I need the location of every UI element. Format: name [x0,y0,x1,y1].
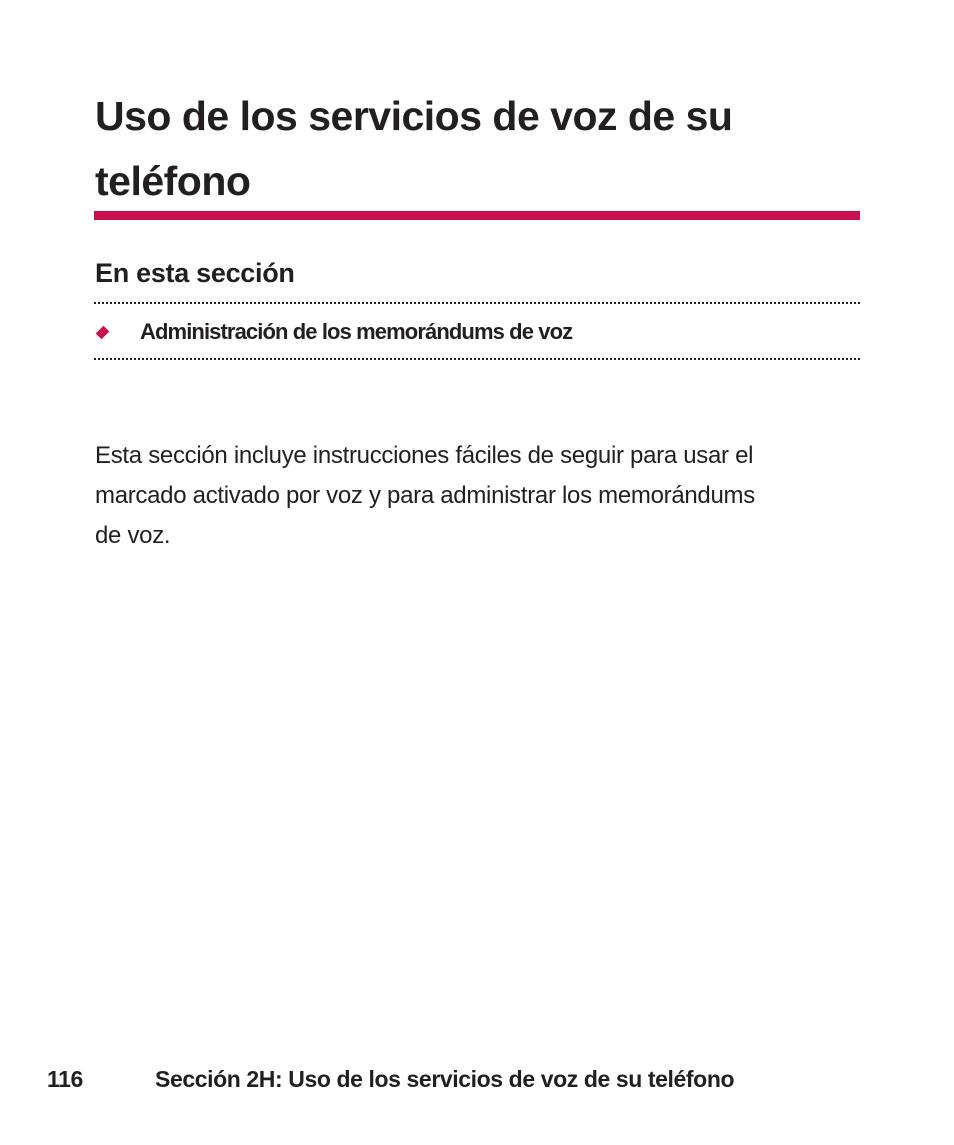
section-heading: En esta sección [95,258,295,288]
toc-item[interactable] [94,315,572,349]
intro-paragraph: Esta sección incluye instrucciones fáciles de seguir para usar el marcado activado por voz y para administrar los memorándums de voz. [95,442,755,549]
page-title: Uso de los servicios de voz de su teléfono [95,93,733,204]
dotted-rule-bottom [94,358,860,360]
dotted-rule-top [94,302,860,304]
title-rule [94,211,860,220]
toc-item-label: Administración de los memorándums de voz [140,319,573,344]
diamond-bullet-icon [96,325,110,339]
page-number: 116 [47,1065,83,1092]
page-footer [47,1062,734,1096]
running-title: Sección 2H: Uso de los servicios de voz de su teléfono [155,1065,735,1092]
